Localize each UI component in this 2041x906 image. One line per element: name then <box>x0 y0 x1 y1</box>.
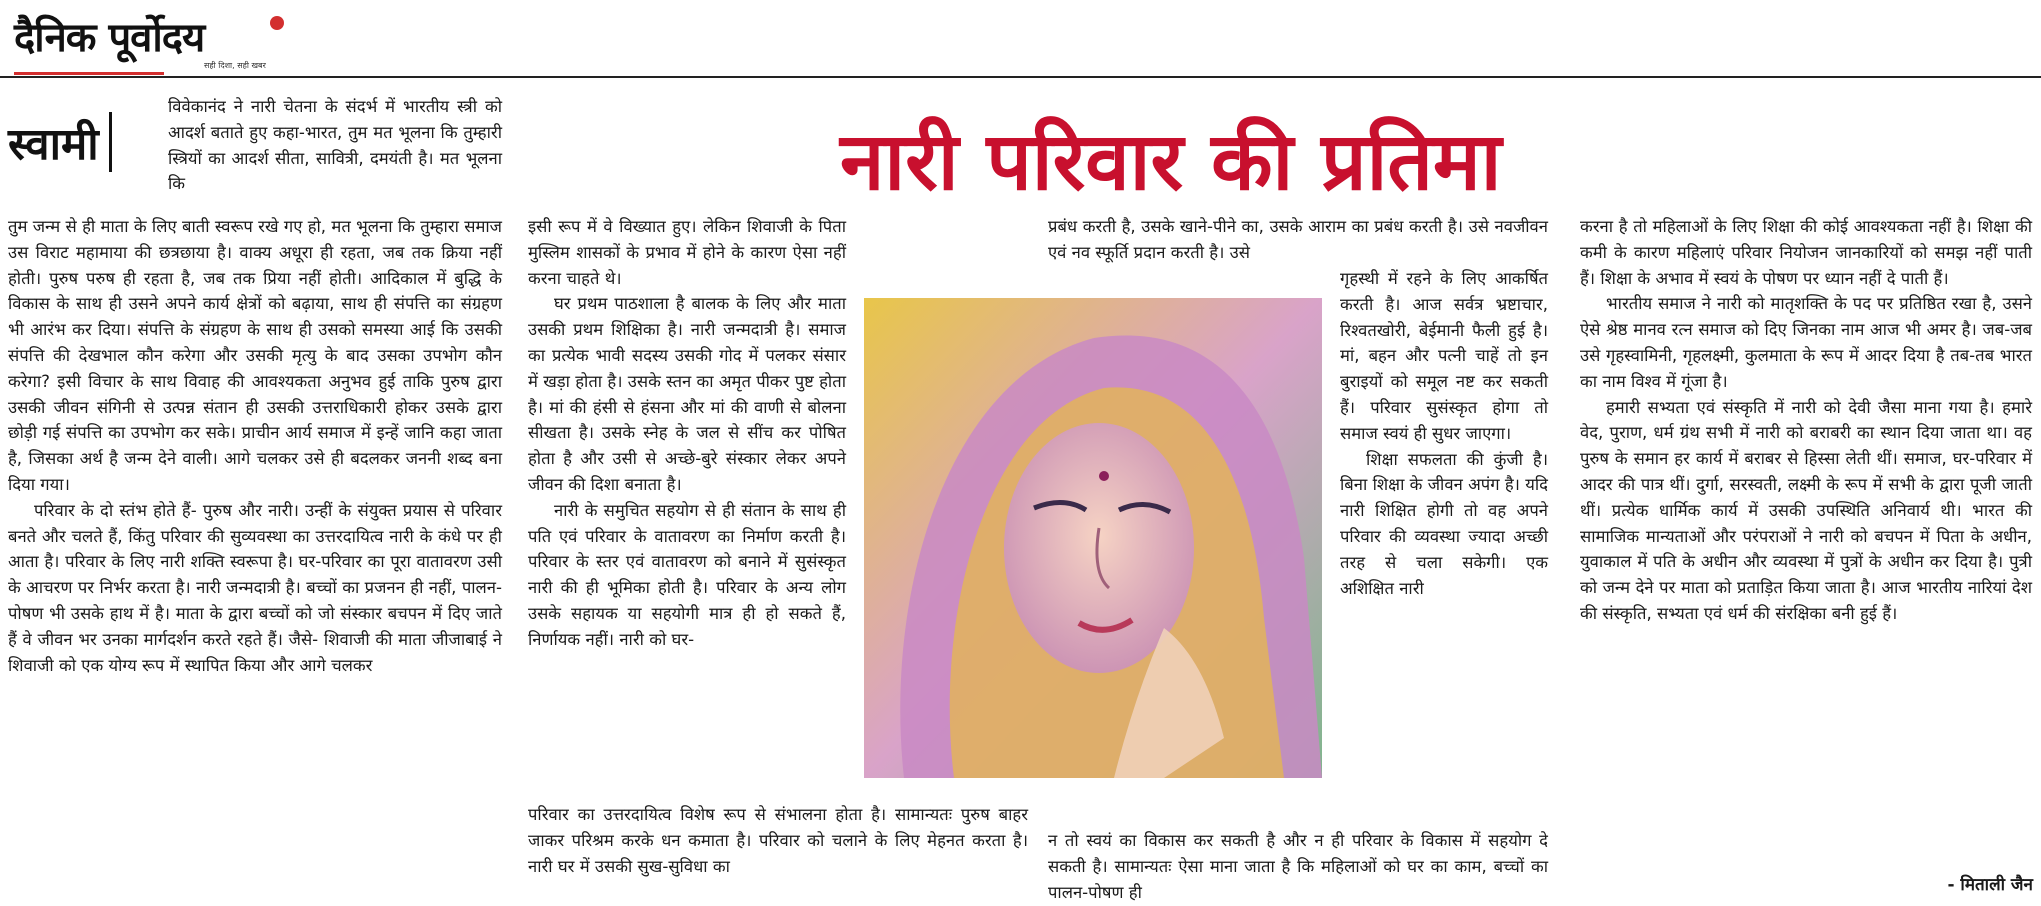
kicker-word: स्वामी <box>8 112 112 172</box>
paragraph: परिवार के दो स्तंभ होते हैं- पुरुष और नारी। उन्हीं के संयुक्त प्रयास से परिवार बनते और चलते हैं, किंतु परिवार की सुव्यवस्था का उत्तरदायित्व नारी के कंधे पर ही आता है। परिवार के लिए नारी शक्ति स्वरूपा है। घर-परिवार का पूरा वातावरण उसी के आचरण पर निर्भर करता है। नारी जन्मदात्री है। बच्चों का प्रजनन ही नहीं, पालन-पोषण भी उसके हाथ में है। माता के द्वारा बच्चों को जो संस्कार बचपन में दिए जाते हैं वे जीवन भर उनका मार्गदर्शन करते रहते हैं। जैसे- शिवाजी की माता जीजाबाई ने शिवाजी को एक योग्य रूप में स्थापित किया और आगे चलकर <box>8 500 502 675</box>
newspaper-tagline: सही दिशा, सही खबर <box>204 61 266 70</box>
paragraph: शिक्षा सफलता की कुंजी है। बिना शिक्षा के जीवन अपंग है। यदि नारी शिक्षित होगी तो वह अपने परिवार की व्यवस्था ज्यादा अच्छी तरह से चला सकेगी। एक अशिक्षित नारी <box>1340 449 1548 598</box>
paragraph: नारी के समुचित सहयोग से ही संतान के साथ ही पति एवं परिवार के वातावरण का निर्माण करती है। परिवार के स्तर एवं वातावरण को बनाने में सुसंस्कृत नारी की ही भूमिका होती है। परिवार के अन्य लोग उसके सहायक या सहयोगी मात्र ही हो सकते हैं, निर्णायक नहीं। नारी को घर- <box>528 500 846 649</box>
woman-portrait-image <box>864 298 1322 778</box>
intro-paragraph: विवेकानंद ने नारी चेतना के संदर्भ में भारतीय स्त्री को आदर्श बताते हुए कहा-भारत, तुम मत भूलना कि तुम्हारी स्त्रियों का आदर्श सीता, सावित्री, दमयंती है। मत भूलना कि <box>168 97 502 194</box>
paragraph: गृहस्थी में रहने के लिए आकर्षित करती है। आज सर्वत्र भ्रष्टाचार, रिश्वतखोरी, बेईमानी फैली हुई है। मां, बहन और पत्नी चाहें तो इन बुराइयों को समूल नष्ट कर सकती हैं। परिवार सुसंस्कृत होगा तो समाज स्वयं ही सुधर जाएगा। <box>1340 269 1548 443</box>
column-3 <box>1340 266 1548 601</box>
newspaper-name: दैनिक पूर्वोदय <box>14 15 205 61</box>
paragraph: भारतीय समाज ने नारी को मातृशक्ति के पद पर प्रतिष्ठित रखा है, उसने ऐसे श्रेष्ठ मानव रत्न समाज को दिए जिनका नाम आज भी अमर है। जब-जब उसे गृहस्वामिनी, गृहलक्ष्मी, कुलमाता के रूप में आदर दिया है तब-तब भारत का नाम विश्व में गूंजा है। <box>1580 294 2032 391</box>
header-divider <box>0 76 2041 78</box>
author-byline: - मिताली जैन <box>1947 875 2033 895</box>
headline: नारी परिवार की प्रतिमा <box>840 115 1502 208</box>
column-2 <box>528 214 846 653</box>
column-3-top: प्रबंध करती है, उसके खाने-पीने का, उसके आराम का प्रबंध करती है। उसे नवजीवन एवं नव स्फूर्ति प्रदान करती है। उसे <box>1048 217 1548 262</box>
paragraph: इसी रूप में वे विख्यात हुए। लेकिन शिवाजी के पिता मुस्लिम शासकों के प्रभाव में होने के कारण ऐसा नहीं करना चाहते थे। <box>528 217 846 288</box>
column-2-bottom: परिवार का उत्तरदायित्व विशेष रूप से संभालना होता है। सामान्यतः पुरुष बाहर जाकर परिश्रम करके धन कमाता है। परिवार को चलाने के लिए मेहनत करता है। नारी घर में उसकी सुख-सुविधा का <box>528 805 1028 876</box>
column-3-bottom: न तो स्वयं का विकास कर सकती है और न ही परिवार के विकास में सहयोग दे सकती है। सामान्यतः ऐसा माना जाता है कि महिलाओं को घर का काम, बच्चों का पालन-पोषण ही <box>1048 831 1548 902</box>
paragraph: तुम जन्म से ही माता के लिए बाती स्वरूप रखे गए हो, मत भूलना कि तुम्हारा समाज उस विराट महामाया की छत्रछाया है। वाक्य अधूरा ही रहता, जब तक क्रिया नहीं होती। पुरुष परुष ही रहता है, जब तक प्रिया नहीं होती। आदिकाल में बुद्धि के विकास के साथ ही उसने अपने कार्य क्षेत्रों को बढ़ाया, साथ ही संपत्ति का संग्रहण भी आरंभ कर दिया। संपत्ति के संग्रहण के साथ ही उसको समस्या आई कि उसकी संपत्ति की देखभाल कौन करेगा और उसकी मृत्यु के बाद उसका उपभोग कौन करेगा? इसी विचार के साथ विवाह की आवश्यकता अनुभव हुई ताकि पुरुष द्वारा उसकी जीवन संगिनी से उत्पन्न संतान ही उसकी उत्तराधिकारी होकर उसके द्वारा छोड़ी गई संपत्ति का उपभोग कर सके। प्राचीन आर्य समाज में इन्हें जानि कहा जाता है, जिसका अर्थ है जन्म देने वाली। आगे चलकर उसे ही बदलकर जननी शब्द बना दिया गया। <box>8 217 502 494</box>
paragraph: हमारी सभ्यता एवं संस्कृति में नारी को देवी जैसा माना गया है। हमारे वेद, पुराण, धर्म ग्रंथ सभी में नारी को बराबरी का स्थान दिया जाता था। वह पुरुष के समान हर कार्य में बराबर से हिस्सा लेती थीं। समाज, घर-परिवार में आदर की पात्र थीं। दुर्गा, सरस्वती, लक्ष्मी के रूप में सभी के द्वारा पूजी जाती थीं। प्रत्येक धार्मिक कार्य में उसकी उपस्थिति अनिवार्य थी। भारत की सामाजिक मान्यताओं और परंपराओं ने नारी को बचपन में पिता के अधीन, युवाकाल में पति के अधीन और व्यवस्था में पुत्रों के अधीन कर दिया है। पुत्री को जन्म देने पर माता को प्रताड़ित किया जाता है। आज भारतीय नारियां देश की संस्कृति, सभ्यता एवं धर्म की संरक्षिका बनी हुई हैं। <box>1580 397 2032 623</box>
column-1 <box>8 214 502 678</box>
paragraph: करना है तो महिलाओं के लिए शिक्षा की कोई आवश्यकता नहीं है। शिक्षा की कमी के कारण महिलाएं परिवार नियोजन जानकारियों को समझ नहीं पाती हैं। शिक्षा के अभाव में स्वयं के पोषण पर ध्यान नहीं दे पाती हैं। <box>1580 217 2032 288</box>
masthead-underline <box>14 72 164 75</box>
logo-dot-icon <box>270 16 284 30</box>
masthead <box>8 6 288 68</box>
paragraph: घर प्रथम पाठशाला है बालक के लिए और माता उसकी प्रथम शिक्षिका है। नारी जन्मदात्री है। समाज का प्रत्येक भावी सदस्य उसकी गोद में पलकर संसार में खड़ा होता है। उसके स्तन का अमृत पीकर पुष्ट होता है। मां की हंसी से हंसना और मां की वाणी से बोलना सीखता है। उसके स्नेह के जल से सींच कर पोषित होता है और उसी से अच्छे-बुरे संस्कार लेकर अपने जीवन की दिशा बनाता है। <box>528 294 846 494</box>
column-4 <box>1580 214 2032 627</box>
